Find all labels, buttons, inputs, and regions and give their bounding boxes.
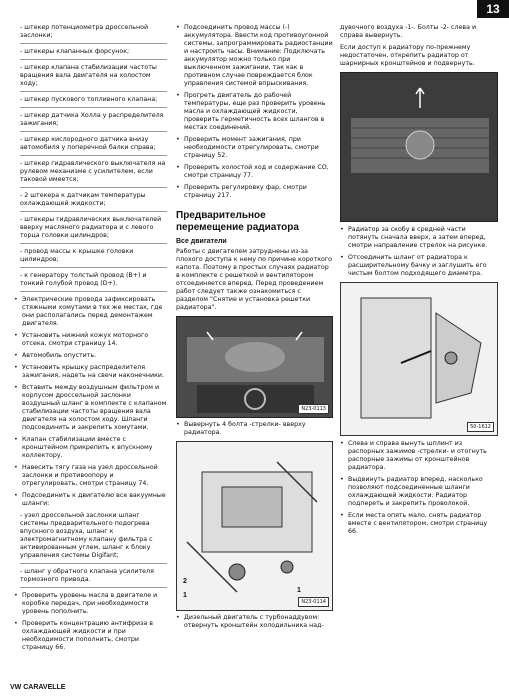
callout-2: 2 [183,578,187,585]
list-item: - штекер датчика Холла у распределителя зажигания; [20,112,167,132]
paragraph: Если доступ к радиатору по-прежнему недостаточен, открепить радиатор от шарнирных кронштейнов и подвернуть. [340,44,475,67]
bullet-item: • Прогреть двигатель до рабочей температуры, еще раз проверить уровень масла и охлаждающей жидкости, проверить герметичность всех шлангов в местах соединений. [176,92,333,132]
bullet-item: • Автомобиль опустить. [14,352,167,360]
list-item: - штекеры клапанных форсунок; [20,48,167,60]
list-item: - шланг у обратного клапана усилителя тормозного привода. [20,568,167,588]
bullet-item: • Дизельный двигатель с турбонаддувом: отвернуть кронштейн холодильника над- [176,614,333,630]
figure-tag: N23-0114 [298,597,329,607]
callout-1: 1 [183,592,187,599]
bullet-item: • Проверить регулировку фар, смотри страницу 217. [176,184,333,200]
engine-photo-image [177,317,333,417]
bullet-item: • Слева и справа вынуть шплинт из распорных зажимов -стрелки- и отогнуть распорные зажимы от кронштейнов радиатора. [340,440,498,472]
list-item: - узел дроссельной заслонки шланг системы предварительного подогрева впускного воздуха, шланг к электромагнитному клапану фильтра с активированным углем, шланг к блоку управления системы Digifant; [20,512,167,564]
bracket-drawing [177,442,333,610]
list-item: - провод массы к крышке головки цилиндров; [20,248,167,268]
page-number: 13 [477,0,509,18]
bullet-item: • Вставить между воздушным фильтром и корпусом дроссельной заслонки воздушный шланг в комплекте с клапаном стабилизации частоты вращения вала двигателя на холостом ходу. Шланги подсоединить и закрепить хомутами. [14,384,167,432]
bullet-item: • Подсоединить провод массы (-) аккумулятора. Ввести код противоугонной системы, запрограммировать радиостанции и настроить часы. Внимание: Подключать аккумулятор можно только при выключенном зажигании, так как в противном случае повреждается блок управления системой впрыскивания. [176,24,333,88]
bullet-item: • Проверить момент зажигания, при необходимости отрегулировать, смотри страницу 52. [176,136,333,160]
figure-caption: • Вывернуть 4 болта -стрелки- вверху радиатора. [176,421,333,437]
column-2 [176,24,333,634]
list-item: - штекер пускового топливного клапана; [20,96,167,108]
radiator-photo [340,72,498,222]
mount-drawing [341,283,498,435]
engine-photo [176,316,333,418]
callout-1: 1 [297,587,301,594]
bullet-item: • Радиатор за скобу в средней части потянуть сначала вверх, а затем вперед, смотри направление стрелок на рисунке. [340,226,498,250]
radiator-mount-figure [340,282,498,436]
bullet-item: • Установить нижний кожух моторного отсека, смотри страницу 14. [14,332,167,348]
bullet-item: • Установить крышку распределителя зажигания, надеть на свечи наконечники. [14,364,167,380]
list-item: - штекер кислородного датчика внизу автомобиля у поперечной балки справа; [20,136,167,156]
bullet-item: • Проверить холостой ход и содержание СО, смотри страницу 77. [176,164,333,180]
list-item: - к генератору толстый провод (В+) и тонкий голубой провод (D+). [20,272,167,292]
bullet-item: • Отсоединить шланг от радиатора к расширительному бачку и заглушить его чистым болтом подходящего диаметра. [340,254,498,278]
subsection-heading: Все двигатели [176,238,227,245]
bullet-item: • Подсоединить к двигателю все вакуумные шланги: [14,492,167,508]
column-1 [14,24,167,656]
page-footer: VW CARAVELLE [10,684,66,691]
figure-tag: 50-1612 [467,422,494,432]
bullet-item: • Выдвинуть радиатор вперед, насколько позволяют подсоединенные шланги охлаждающей жидкости. Радиатор подпереть и закрепить проволокой. [340,476,498,508]
bullet-item: • Если места опять мало, снять радиатор вместе с вентилятором, смотри страницу 66. [340,512,498,536]
list-item: - штекер потенциометра дроссельной заслонки; [20,24,167,44]
section-heading: Предварительное перемещение радиатора [176,210,299,233]
list-item: - 2 штекера к датчикам температуры охлаждающей жидкости; [20,192,167,212]
list-item: - штекеры гидравлических выключателей вверху масляного радиатора и с левого торца головки цилиндров; [20,216,167,244]
bullet-item: • Электрические провода зафиксировать стяжными хомутами в тех же местах, где они располагались перед демонтажем двигателя. [14,296,167,328]
list-item: - штекер гидравлического выключателя на рулевом механизме с усилителем, если таковой имеется; [20,160,167,188]
continued-paragraph: дувочного воздуха -1-. Болты -2- слева и справа вывернуть. [340,24,477,39]
bullet-item: • Клапан стабилизации вместе с кронштейном прикрепить к впускному коллектору. [14,436,167,460]
intro-paragraph: Работы с двигателем затруднены из-за плохого доступа к нему по причине короткого капота. Поэтому в простых случаях радиатор в комплекте с решеткой и вентилятором отсоединяется вперед. Перед проведением работ следует также ознакомиться с разделом "Снятие и установка решетки радиатора". [176,248,333,311]
radiator-photo-image [341,73,498,221]
column-3 [340,24,498,540]
bullet-item: • Проверить концентрацию антифриза в охлаждающей жидкости и при необходимости пополнить, смотри страницу 66. [14,620,167,652]
radiator-bracket-figure [176,441,333,611]
bullet-item: • Навесить тягу газа на узел дроссельной заслонки и противоопору и отрегулировать, смотри страницу 74. [14,464,167,488]
figure-tag: N23-0113 [298,404,329,414]
list-item: - штекер клапана стабилизации частоты вращения вала двигателя на холостом ходу; [20,64,167,92]
bullet-item: • Проверить уровень масла в двигателе и коробке передач, при необходимости уровень пополнить. [14,592,167,616]
